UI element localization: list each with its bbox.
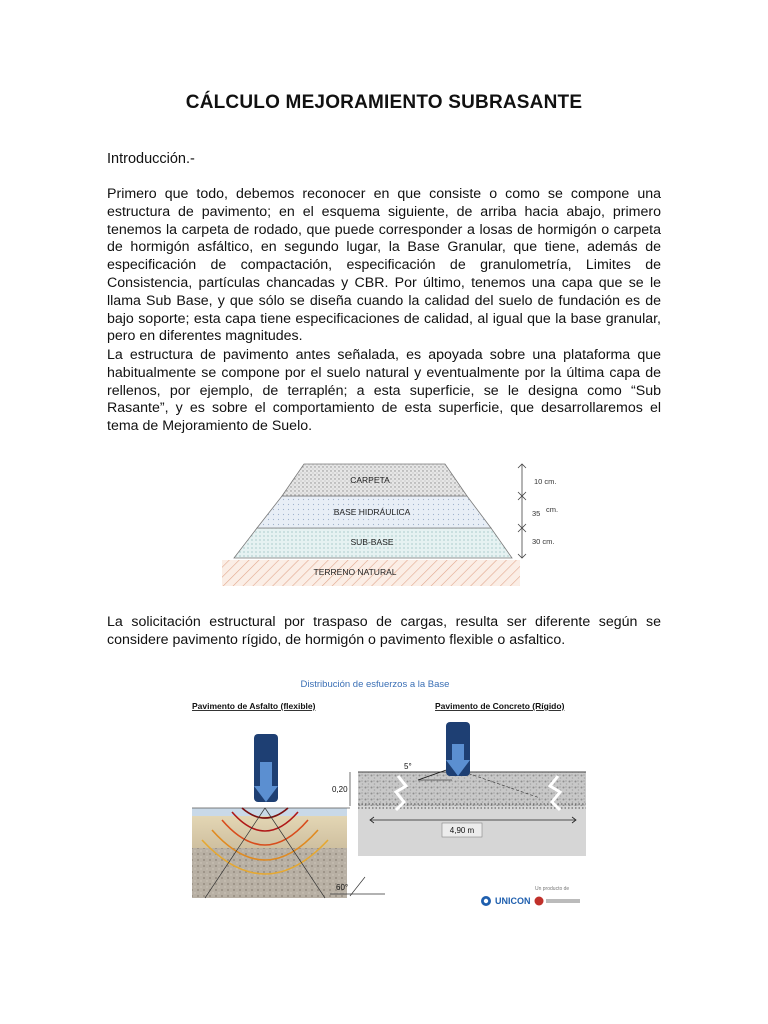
angle-60-label: 60° xyxy=(336,883,349,892)
dim-subbase: 30 cm. xyxy=(532,537,555,546)
paragraph-cargas: La solicitación estructural por traspaso de cargas, resulta ser diferente según se considere pavimento rígido, de hormigón o pavimento flexible o asfaltico. xyxy=(107,614,661,648)
rigid-pavement-section xyxy=(332,722,586,856)
label-asfalto: Pavimento de Asfalto (flexible) xyxy=(192,701,316,711)
stress-distribution-figure xyxy=(190,672,600,912)
layer-label-carpeta: CARPETA xyxy=(350,475,390,485)
layer-label-subbase: SUB-BASE xyxy=(350,537,394,547)
paragraph-structure: Primero que todo, debemos reconocer en que consiste o como se compone una estructura de pavimento; en el esquema siguiente, de arriba hacia abajo, primero tenemos la carpeta de rodado, que puede corresponder a losas de hormigón o carpeta de hormigón asfáltico, en segundo lugar, la Base Granular, que tiene, además de especificación de compactación, especificación de granulometría, Limites de Consistencia, partículas chancadas y CBR. Por último, tenemos una capa que se le llama Sub Base, y que sólo se diseña cuando la calidad del suelo de fundación es de bajo soporte; esta capa tiene especificaciones de calidad, al igual que la base granular, pero en diferentes magnitudes. xyxy=(107,186,661,345)
paragraph-subrasante: La estructura de pavimento antes señalada, es apoyada sobre una plataforma que habitualmente se compone por el suelo natural y eventualmente por la última capa de rellenos, por ejemplo, de terraplén; a esta superficie, se le designa como “Sub Rasante”, y es sobre el comportamiento de esta superficie, que desarrollaremos el tema de Mejoramiento de Suelo. xyxy=(107,347,661,435)
dim-carpeta: 10 cm. xyxy=(534,477,557,486)
figure2-title: Distribución de esfuerzos a la Base xyxy=(300,679,450,690)
thickness-label: 0,20 xyxy=(332,785,348,794)
flexible-pavement-section xyxy=(192,734,385,898)
layer-label-base: BASE HIDRÁULICA xyxy=(333,507,411,517)
dim-base-unit: cm. xyxy=(546,505,559,514)
intro-heading: Introducción.- xyxy=(107,151,195,167)
logo-caption: Un producto de xyxy=(535,886,570,892)
label-concreto: Pavimento de Concreto (Rígido) xyxy=(435,701,565,711)
partner-logo-icon xyxy=(535,897,544,906)
svg-text:UNICON: UNICON xyxy=(495,896,531,906)
dim-base-value: 35 xyxy=(532,509,541,518)
angle-5-label: 5° xyxy=(404,762,412,771)
layer-label-terreno: TERRENO NATURAL xyxy=(313,567,397,577)
page-title: CÁLCULO MEJORAMIENTO SUBRASANTE xyxy=(185,92,583,113)
width-label: 4,90 m xyxy=(449,826,475,835)
unicon-logo xyxy=(481,896,531,906)
partner-logo-text xyxy=(546,899,580,903)
pavement-layers-figure xyxy=(222,458,582,588)
